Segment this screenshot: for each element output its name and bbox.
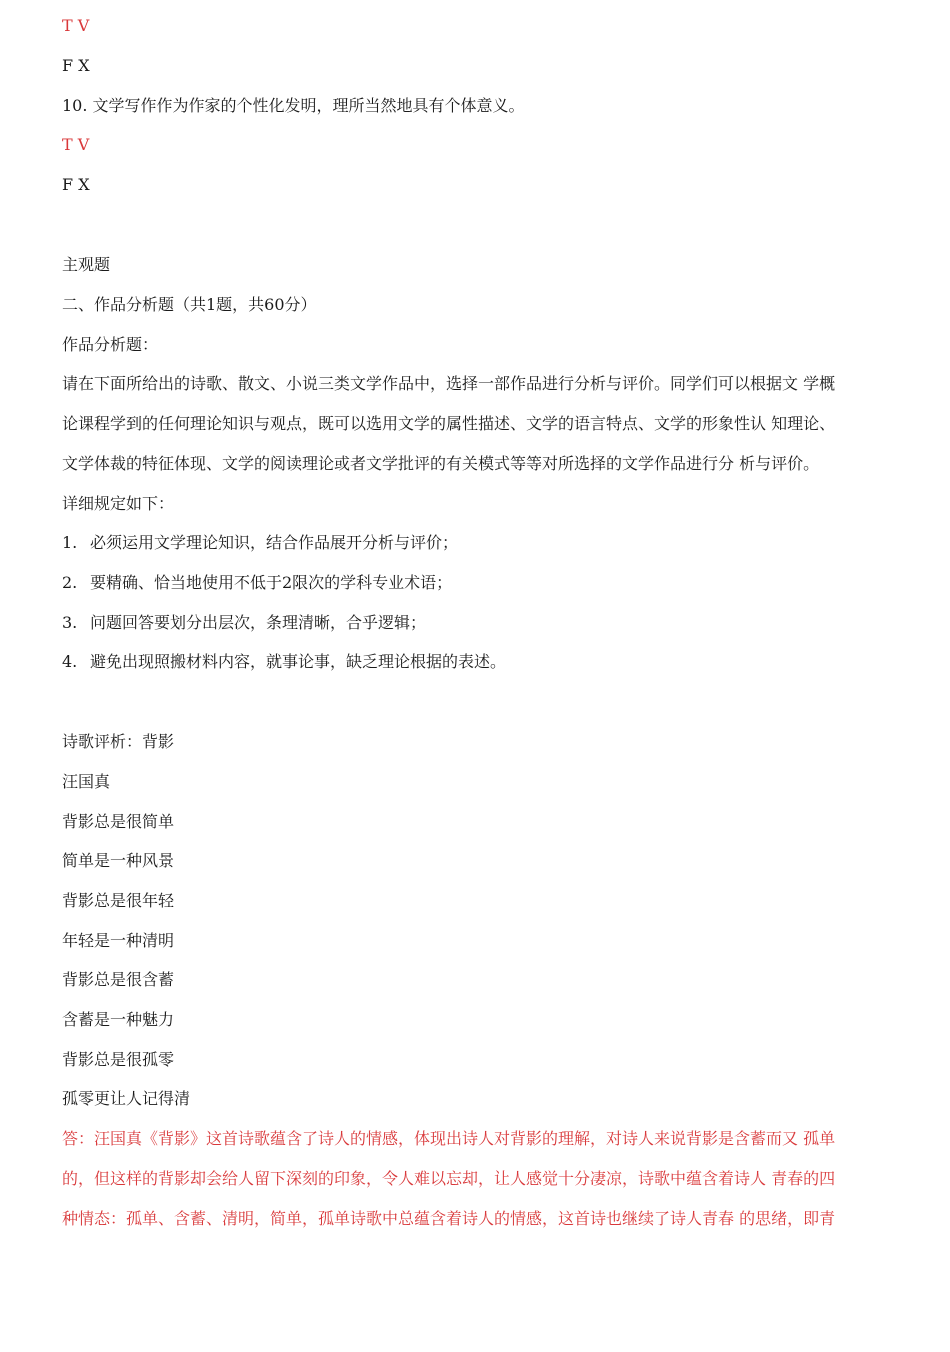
poem-line: 背影总是很简单 <box>62 812 175 831</box>
rule-item-3 <box>62 613 426 633</box>
rule-text: 要精确、恰当地使用不低于2限次的学科专业术语； <box>90 573 453 592</box>
rule-number: 4. <box>62 652 78 671</box>
poem-line: 简单是一种风景 <box>62 851 175 870</box>
rule-item-1 <box>62 533 458 553</box>
q9-option-false: F X <box>62 56 90 75</box>
rule-item-4 <box>62 652 506 672</box>
rule-number: 3. <box>62 613 78 632</box>
q10-option-true: T V <box>62 135 90 154</box>
rule-number: 2. <box>62 573 78 592</box>
section-heading: 主观题 <box>62 255 111 274</box>
rule-text: 问题回答要划分出层次，条理清晰，合乎逻辑； <box>90 613 427 632</box>
answer-line-1: 答：汪国真《背影》这首诗歌蕴含了诗人的情感，体现出诗人对背影的理解，对诗人来说背影是含蓄而又 孤单 <box>62 1129 836 1148</box>
rule-item-2 <box>62 573 452 593</box>
poem-line: 背影总是很孤零 <box>62 1050 175 1069</box>
q9-option-true: T V <box>62 16 90 35</box>
answer-line-3: 种情态：孤单、含蓄、清明，简单，孤单诗歌中总蕴含着诗人的情感，这首诗也继续了诗人青春 的思绪，即青 <box>62 1209 836 1228</box>
q10-question: 10. 文学写作作为作家的个性化发明，理所当然地具有个体意义。 <box>62 96 525 115</box>
section-subheading: 二、作品分析题（共1题，共60分） <box>62 295 317 314</box>
q10-option-false: F X <box>62 175 90 194</box>
instructions-line-1: 请在下面所给出的诗歌、散文、小说三类文学作品中，选择一部作品进行分析与评价。同学们可以根据文 学概 <box>62 374 836 393</box>
rule-text: 必须运用文学理论知识，结合作品展开分析与评价； <box>90 533 459 552</box>
rules-label: 详细规定如下： <box>62 494 175 513</box>
rule-number: 1. <box>62 533 78 552</box>
poem-line: 孤零更让人记得清 <box>62 1089 191 1108</box>
instructions-line-2: 论课程学到的任何理论知识与观点，既可以选用文学的属性描述、文学的语言特点、文学的形象性认 知理论、 <box>62 414 836 433</box>
poem-line: 背影总是很年轻 <box>62 891 175 910</box>
answer-line-2: 的，但这样的背影却会给人留下深刻的印象，令人难以忘却，让人感觉十分凄凉，诗歌中蕴含着诗人 青春的四 <box>62 1169 836 1188</box>
rule-text: 避免出现照搬材料内容，就事论事，缺乏理论根据的表述。 <box>90 652 507 671</box>
poem-line: 年轻是一种清明 <box>62 931 175 950</box>
poem-line: 含蓄是一种魅力 <box>62 1010 175 1029</box>
poem-author: 汪国真 <box>62 772 111 791</box>
poem-title: 诗歌评析：背影 <box>62 732 175 751</box>
instructions-line-3: 文学体裁的特征体现、文学的阅读理论或者文学批评的有关模式等等对所选择的文学作品进行分 析与评价。 <box>62 454 820 473</box>
poem-line: 背影总是很含蓄 <box>62 970 175 989</box>
section-label: 作品分析题： <box>62 335 159 354</box>
